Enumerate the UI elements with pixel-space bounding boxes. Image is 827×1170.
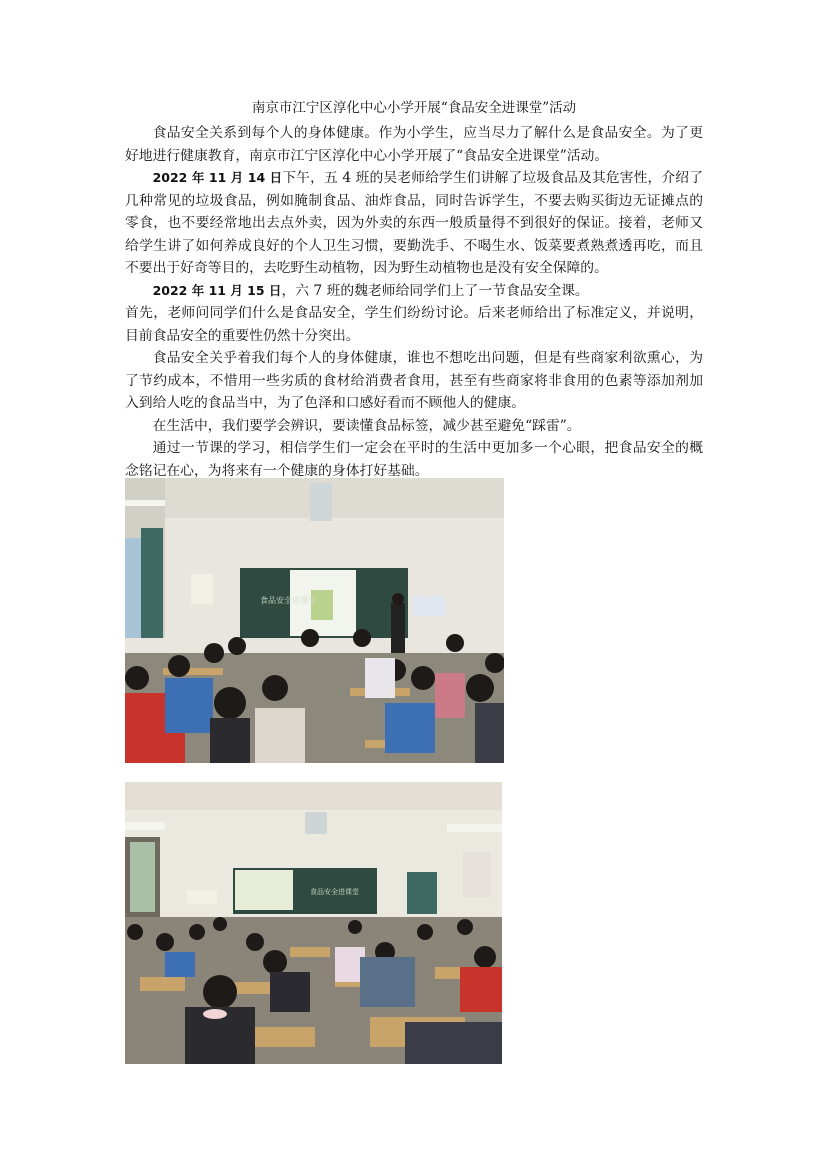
photo1-board-text: 食品安全进课堂 <box>260 596 316 605</box>
paragraph-7: 通过一节课的学习，相信学生们一定会在平时的生活中更加多一个心眼，把食品安全的概念铭记在心，为将来有一个健康的身体打好基础。 <box>125 440 703 479</box>
paragraph-3-date: 2022 年 11 月 15 日 <box>152 282 282 298</box>
paragraph-3 <box>125 280 703 303</box>
paragraph-2 <box>125 167 703 280</box>
classroom-photo-1-image <box>125 478 504 763</box>
classroom-photo-1 <box>125 478 504 763</box>
classroom-photo-2-image <box>125 782 502 1064</box>
article-body <box>125 96 703 482</box>
photo2-board-text: 食品安全进课堂 <box>310 888 359 896</box>
paragraph-2-date: 2022 年 11 月 14 日 <box>152 170 283 185</box>
paragraph-1: 食品安全关系到每个人的身体健康。作为小学生，应当尽力了解什么是食品安全。为了更好地进行健康教育，南京市江宁区淳化中心小学开展了“食品安全进课堂”活动。 <box>125 125 703 164</box>
paragraph-6: 在生活中，我们要学会辨识，要读懂食品标签，减少甚至避免“踩雷”。 <box>152 417 581 434</box>
article-title: 南京市江宁区淳化中心小学开展“食品安全进课堂”活动 <box>251 100 577 116</box>
paragraph-5: 食品安全关乎着我们每个人的身体健康，谁也不想吃出问题，但是有些商家利欲熏心，为了节约成本，不惜用一些劣质的食材给消费者食用，甚至有些商家将非食用的色素等添加剂加入到给人吃的食品当中，为了色泽和口感好看而不顾他人的健康。 <box>125 350 703 411</box>
classroom-photo-2 <box>125 782 502 1064</box>
paragraph-4: 首先，老师问同学们什么是食品安全，学生们纷纷讨论。后来老师给出了标准定义，并说明，目前食品安全的重要性仍然十分突出。 <box>125 305 703 344</box>
paragraph-3-text: ，六 7 班的魏老师给同学们上了一节食品安全课。 <box>281 282 589 299</box>
paragraph-2-text: 下午，五 4 班的吴老师给学生们讲解了垃圾食品及其危害性，介绍了几种常见的垃圾食品，例如腌制食品、油炸食品，同时告诉学生，不要去购买街边无证摊点的零食，也不要经常地出去点外卖，因为外卖的东西一般质量得不到很好的保证。接着，老师又给学生讲了如何养成良好的个人卫生习惯，要勤洗手、不喝生水、饭菜要煮熟煮透再吃，而且不要出于好奇等目的，去吃野生动植物，因为野生动植物也是没有安全保障的。 <box>125 170 703 276</box>
